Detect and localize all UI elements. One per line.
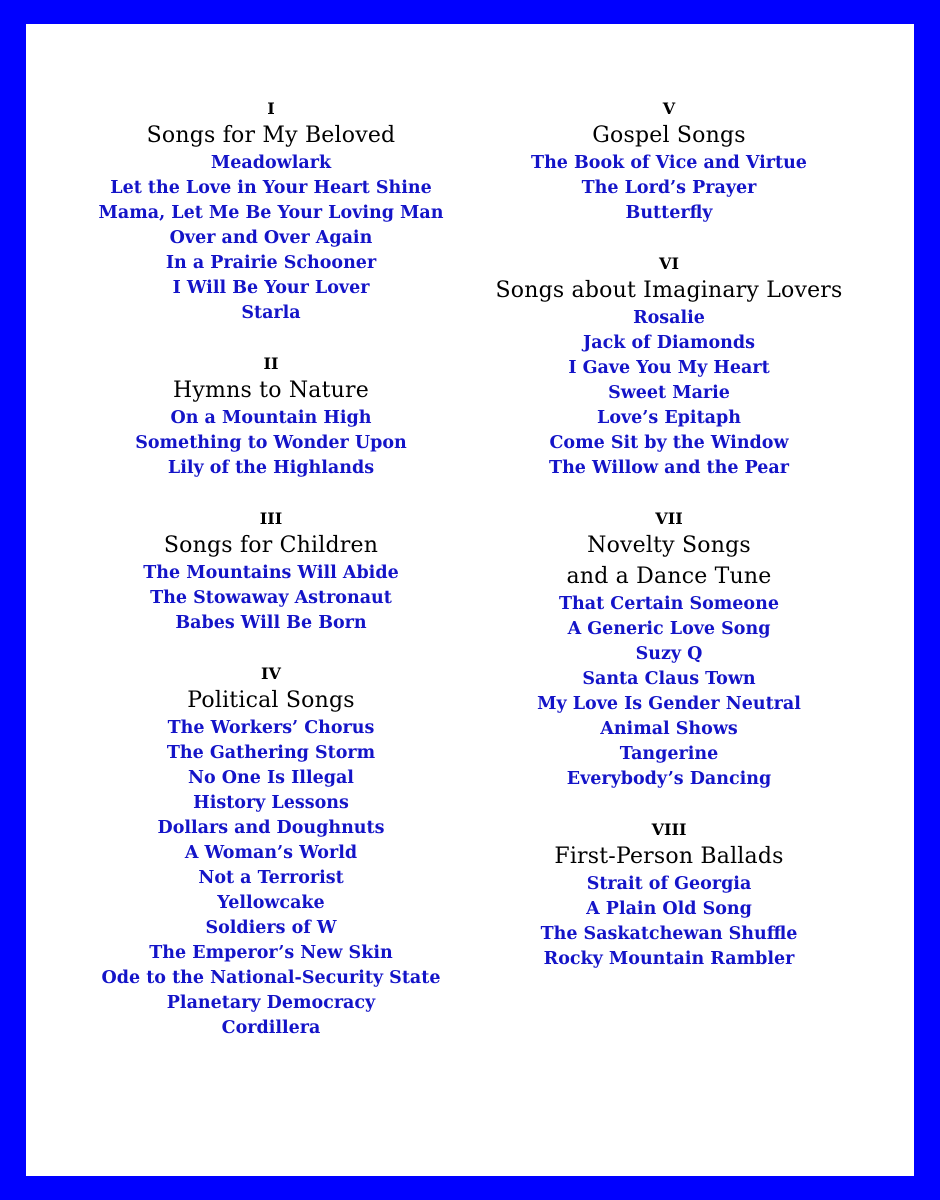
section-v: [449, 98, 889, 226]
song-title: Animal Shows: [600, 719, 738, 739]
song-list: [51, 151, 491, 326]
section-viii: [449, 819, 889, 972]
left-column: [51, 98, 491, 1068]
song-list: [449, 151, 889, 226]
song-title: The Workers’ Chorus: [167, 718, 375, 738]
song-title: Tangerine: [619, 744, 719, 764]
section-vi: [449, 253, 889, 481]
song-title: Lily of the Highlands: [167, 458, 375, 478]
song-title: Something to Wonder Upon: [135, 433, 407, 453]
song-title: My Love Is Gender Neutral: [537, 694, 801, 714]
song-title: In a Prairie Schooner: [165, 253, 377, 273]
song-title: No One Is Illegal: [188, 768, 354, 788]
song-title: Everybody’s Dancing: [566, 769, 772, 789]
song-title: The Stowaway Astronaut: [150, 588, 392, 608]
section-numeral: III: [259, 509, 283, 528]
song-title: Over and Over Again: [169, 228, 373, 248]
song-title: Cordillera: [221, 1018, 321, 1038]
song-title: The Lord’s Prayer: [581, 178, 757, 198]
song-title: Come Sit by the Window: [549, 433, 789, 453]
song-title: I Will Be Your Lover: [172, 278, 370, 298]
song-title: Planetary Democracy: [166, 993, 376, 1013]
song-title: Mama, Let Me Be Your Loving Man: [98, 203, 444, 223]
song-title: Strait of Georgia: [586, 874, 752, 894]
section-title-line-1: Novelty Songs: [587, 533, 751, 558]
song-title: Soldiers of W: [205, 918, 337, 938]
song-list: [51, 716, 491, 1041]
song-title: A Generic Love Song: [567, 619, 771, 639]
section-numeral: VI: [659, 254, 679, 273]
section-numeral: II: [263, 354, 279, 373]
section-numeral: IV: [261, 664, 281, 683]
song-title: History Lessons: [193, 793, 349, 813]
song-title: Santa Claus Town: [582, 669, 756, 689]
section-numeral: V: [662, 99, 676, 118]
song-title: That Certain Someone: [559, 594, 779, 614]
song-title: The Gathering Storm: [166, 743, 376, 763]
song-title: The Book of Vice and Virtue: [531, 153, 807, 173]
song-title: A Woman’s World: [184, 843, 358, 863]
song-title: Yellowcake: [217, 893, 325, 913]
song-title: Sweet Marie: [608, 383, 730, 403]
song-title: The Mountains Will Abide: [143, 563, 399, 583]
section-title: First-Person Ballads: [554, 844, 784, 869]
section-numeral: VII: [655, 509, 683, 528]
section-iv: [51, 663, 491, 1041]
song-title: Suzy Q: [635, 644, 703, 664]
song-title: Ode to the National-Security State: [101, 968, 441, 988]
song-title: The Willow and the Pear: [549, 458, 789, 478]
song-list: [449, 872, 889, 972]
song-title: Let the Love in Your Heart Shine: [110, 178, 432, 198]
song-title: Jack of Diamonds: [583, 333, 755, 353]
section-title: Songs about Imaginary Lovers: [495, 278, 843, 303]
song-list: [449, 306, 889, 481]
song-title: A Plain Old Song: [586, 899, 752, 919]
song-title: Dollars and Doughnuts: [157, 818, 385, 838]
song-title: The Saskatchewan Shuffle: [540, 924, 798, 944]
song-title: On a Mountain High: [170, 408, 372, 428]
section-vii: [449, 508, 889, 792]
song-title: Rocky Mountain Rambler: [543, 949, 795, 969]
song-title: Rosalie: [633, 308, 705, 328]
song-list: [51, 406, 491, 481]
song-list: [449, 592, 889, 792]
song-title: Butterfly: [625, 203, 713, 223]
song-title: Meadowlark: [210, 153, 332, 173]
section-i: [51, 98, 491, 326]
section-ii: [51, 353, 491, 481]
song-list: [51, 561, 491, 636]
song-title: Starla: [241, 303, 301, 323]
section-title: Political Songs: [187, 688, 355, 713]
song-title: Love’s Epitaph: [597, 408, 741, 428]
song-title: I Gave You My Heart: [568, 358, 770, 378]
section-title: Hymns to Nature: [173, 378, 369, 403]
song-title: The Emperor’s New Skin: [149, 943, 393, 963]
section-numeral: VIII: [651, 820, 687, 839]
section-title: Songs for My Beloved: [146, 123, 396, 148]
right-column: [449, 98, 889, 999]
song-title: Babes Will Be Born: [175, 613, 367, 633]
section-title: Songs for Children: [163, 533, 379, 558]
song-title: Not a Terrorist: [198, 868, 344, 888]
section-iii: [51, 508, 491, 636]
section-title-line-2: and a Dance Tune: [566, 564, 772, 589]
section-title: Gospel Songs: [592, 123, 746, 148]
section-numeral: I: [267, 99, 275, 118]
